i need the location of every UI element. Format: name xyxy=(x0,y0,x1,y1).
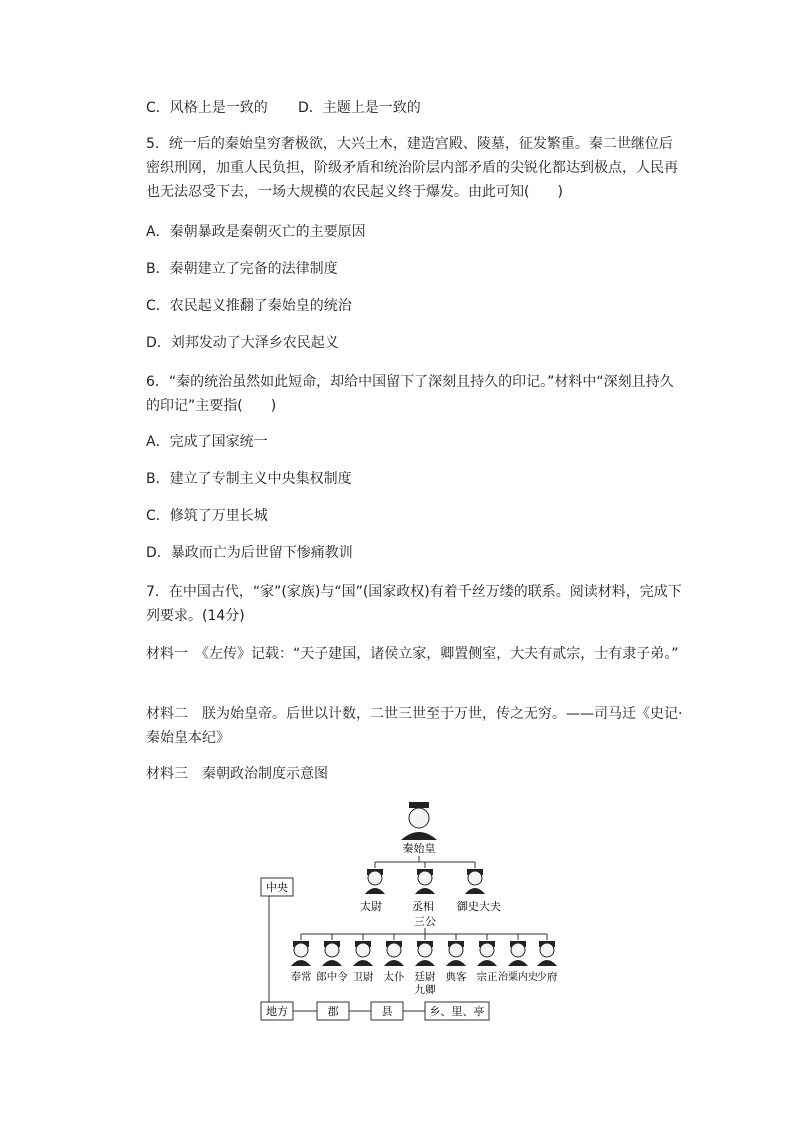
sangong-group-label: 三公 xyxy=(414,915,436,928)
question-7 xyxy=(146,580,686,628)
question-5-stem: 5．统一后的秦始皇穷奢极欲，大兴土木，建造宫殿、陵墓，征发繁重。秦二世继位后密织刑网，加重人民负担，阶级矛盾和统治阶层内部矛盾的尖锐化都达到极点，人民再也无法忍受下去，一场大规模的农民起义终于爆发。由此可知( ) xyxy=(146,136,678,200)
sangong-label-0: 太尉 xyxy=(360,900,382,913)
jiuqing-figure-3 xyxy=(384,941,404,966)
jiuqing-figure-0 xyxy=(291,941,311,966)
q4-option-d: D．主题上是一致的 xyxy=(298,100,421,116)
sangong-figure-1 xyxy=(415,869,435,894)
central-label: 中央 xyxy=(266,881,288,894)
question-6 xyxy=(146,370,686,418)
material-2 xyxy=(146,702,686,750)
jiuqing-figure-1 xyxy=(322,941,342,966)
question-5 xyxy=(146,132,686,204)
local-label: 地方 xyxy=(266,1005,288,1018)
jiuqing-label-8: 少府 xyxy=(536,971,558,983)
jiuqing-label-6: 宗正 xyxy=(476,971,498,983)
material-3: 材料三 秦朝政治制度示意图 xyxy=(146,766,328,782)
q6-option-b: B．建立了专制主义中央集权制度 xyxy=(146,471,352,487)
material-1-text: 材料一 《左传》记载：“天子建国，诸侯立家，卿置侧室，大夫有贰宗，士有隶子弟。” xyxy=(146,646,679,662)
emperor-figure xyxy=(401,802,437,840)
jiuqing-figure-2 xyxy=(353,941,373,966)
jiuqing-group-label: 九卿 xyxy=(414,984,436,996)
q5-option-b: B．秦朝建立了完备的法律制度 xyxy=(146,261,338,277)
q5-option-a: A．秦朝暴政是秦朝灭亡的主要原因 xyxy=(146,224,366,240)
q6-option-c: C．修筑了万里长城 xyxy=(146,508,268,524)
xiang-label: 乡、里、亭 xyxy=(429,1005,485,1018)
jiuqing-label-1: 郎中令 xyxy=(316,971,348,983)
sangong-label-2: 御史大夫 xyxy=(457,900,501,913)
jiuqing-label-3: 太仆 xyxy=(383,971,405,983)
jiuqing-label-2: 卫尉 xyxy=(352,971,374,983)
xian-label: 县 xyxy=(381,1005,393,1018)
material-1 xyxy=(146,642,686,666)
jiuqing-figure-5 xyxy=(446,941,466,966)
qin-political-system-diagram xyxy=(255,800,575,1025)
jiuqing-figure-4 xyxy=(415,941,435,966)
jiuqing-label-0: 奉常 xyxy=(290,971,312,983)
jiuqing-figure-6 xyxy=(477,941,497,966)
jiuqing-label-7: 治粟内史 xyxy=(498,972,538,983)
sangong-figure-0 xyxy=(365,869,385,894)
q5-option-d: D．刘邦发动了大泽乡农民起义 xyxy=(146,335,339,351)
q6-option-d: D．暴政而亡为后世留下惨痛教训 xyxy=(146,545,353,561)
question-7-stem: 7．在中国古代，“家”(家族)与“国”(国家政权)有着千丝万缕的联系。阅读材料，完成下列要求。(14分) xyxy=(146,584,682,624)
material-2-text: 材料二 朕为始皇帝。后世以计数，二世三世至于万世，传之无穷。——司马迁《史记·秦始皇本纪》 xyxy=(146,706,683,746)
jun-label: 郡 xyxy=(327,1005,339,1018)
jiuqing-figure-7 xyxy=(508,941,528,966)
emperor-label: 秦始皇 xyxy=(402,842,436,855)
q5-option-c: C．农民起义推翻了秦始皇的统治 xyxy=(146,298,352,314)
jiuqing-label-5: 典客 xyxy=(445,971,467,983)
jiuqing-figure-8 xyxy=(537,941,557,966)
jiuqing-label-4: 廷尉 xyxy=(414,971,436,983)
q6-option-a: A．完成了国家统一 xyxy=(146,434,268,450)
sangong-figure-2 xyxy=(465,869,485,894)
sangong-label-1: 丞相 xyxy=(412,900,434,913)
question-6-stem: 6．“秦的统治虽然如此短命，却给中国留下了深刻且持久的印记。”材料中“深刻且持久的印记”主要指( ) xyxy=(146,374,674,414)
q4-option-c: C．风格上是一致的 xyxy=(146,100,268,116)
